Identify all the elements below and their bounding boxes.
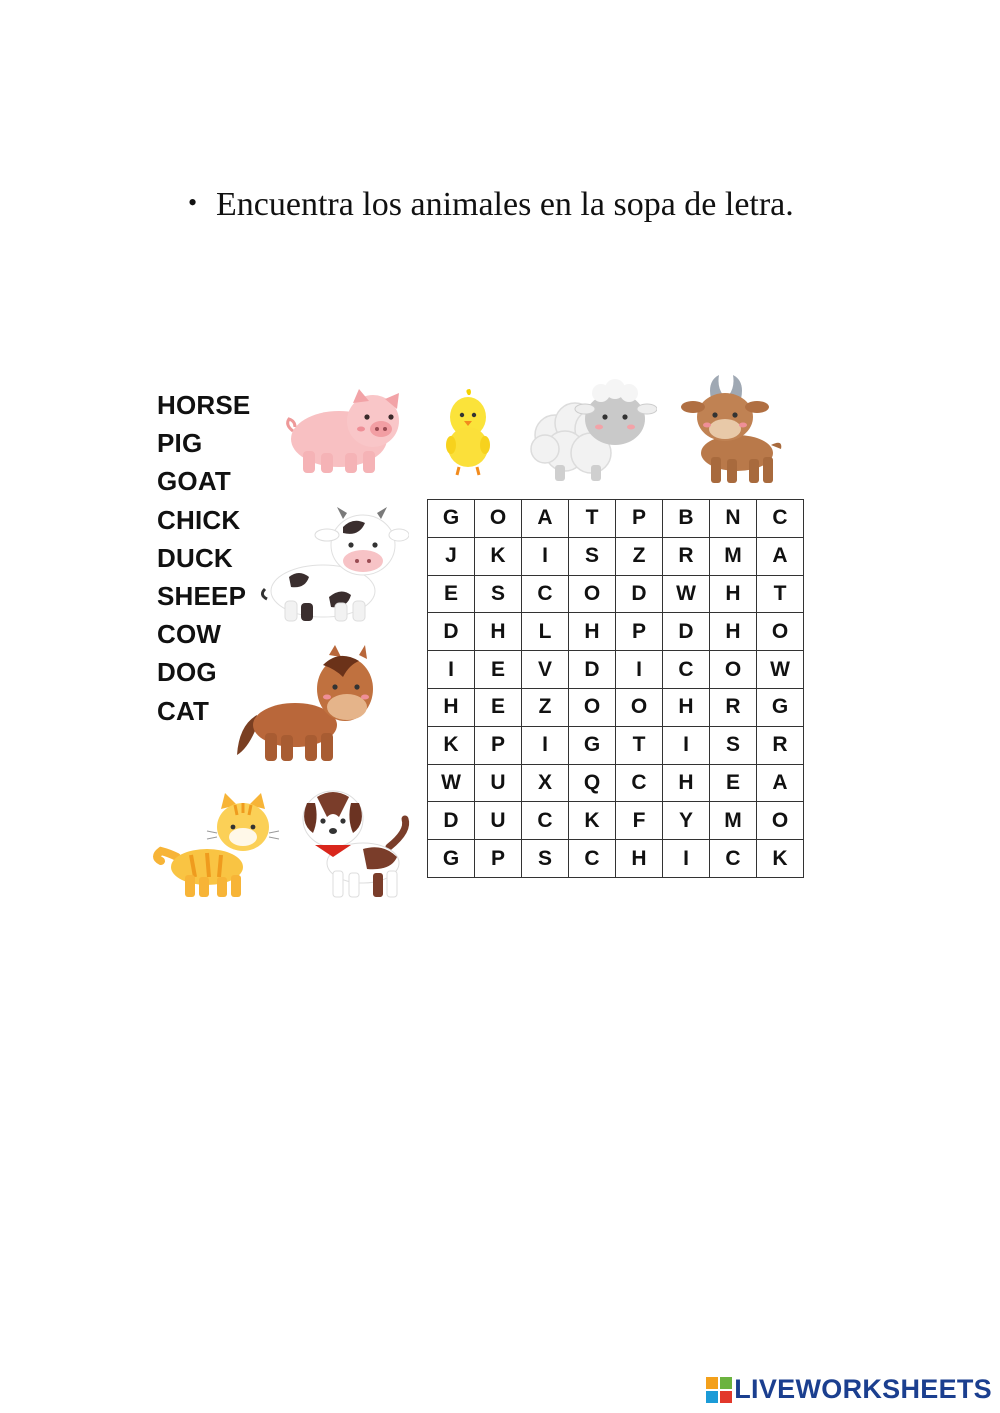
grid-cell[interactable]: G: [757, 689, 804, 727]
grid-cell[interactable]: S: [475, 576, 522, 614]
grid-cell[interactable]: C: [522, 802, 569, 840]
grid-cell[interactable]: R: [710, 689, 757, 727]
grid-cell[interactable]: Q: [569, 765, 616, 803]
grid-cell[interactable]: X: [522, 765, 569, 803]
grid-cell[interactable]: C: [522, 576, 569, 614]
word-list-item: HORSE: [157, 390, 251, 420]
grid-cell[interactable]: P: [616, 613, 663, 651]
grid-cell[interactable]: I: [428, 651, 475, 689]
grid-cell[interactable]: J: [428, 538, 475, 576]
grid-cell[interactable]: U: [475, 765, 522, 803]
liveworksheets-logo-text: LIVEWORKSHEETS: [734, 1374, 992, 1404]
grid-cell[interactable]: Z: [522, 689, 569, 727]
word-list-item: SHEEP: [157, 581, 247, 612]
word-list-item: CAT: [157, 695, 210, 726]
grid-cell[interactable]: C: [616, 765, 663, 803]
grid-cell[interactable]: N: [710, 500, 757, 538]
word-list-item: PIG: [157, 428, 203, 459]
cow-illustration: [259, 505, 409, 625]
grid-cell[interactable]: D: [616, 576, 663, 614]
grid-cell[interactable]: S: [522, 840, 569, 878]
grid-cell[interactable]: G: [428, 500, 475, 538]
word-list-item: COW: [157, 619, 222, 650]
cat-illustration: [151, 791, 285, 901]
grid-cell[interactable]: A: [757, 538, 804, 576]
chick-illustration: [441, 389, 495, 477]
grid-cell[interactable]: G: [428, 840, 475, 878]
instruction-text: Encuentra los animales en la sopa de letra.: [216, 186, 794, 223]
grid-cell[interactable]: D: [663, 613, 710, 651]
instruction-line: [188, 186, 794, 224]
grid-cell[interactable]: O: [569, 576, 616, 614]
grid-cell[interactable]: A: [757, 765, 804, 803]
grid-cell[interactable]: O: [757, 802, 804, 840]
word-list-item: DUCK: [157, 542, 233, 573]
grid-cell[interactable]: I: [663, 727, 710, 765]
grid-cell[interactable]: W: [428, 765, 475, 803]
grid-cell[interactable]: I: [522, 727, 569, 765]
grid-cell[interactable]: V: [522, 651, 569, 689]
grid-cell[interactable]: P: [475, 840, 522, 878]
grid-cell[interactable]: H: [710, 576, 757, 614]
grid-cell[interactable]: A: [522, 500, 569, 538]
goat-illustration: [677, 373, 789, 489]
grid-cell[interactable]: I: [616, 651, 663, 689]
word-list-item: CHICK: [157, 504, 241, 535]
bullet-icon: •: [188, 188, 198, 217]
grid-cell[interactable]: R: [663, 538, 710, 576]
word-list-item: GOAT: [157, 466, 231, 497]
grid-cell[interactable]: K: [475, 538, 522, 576]
grid-cell[interactable]: E: [428, 576, 475, 614]
grid-cell[interactable]: E: [475, 651, 522, 689]
grid-cell[interactable]: P: [475, 727, 522, 765]
grid-cell[interactable]: W: [663, 576, 710, 614]
grid-cell[interactable]: F: [616, 802, 663, 840]
grid-cell[interactable]: D: [428, 613, 475, 651]
grid-cell[interactable]: I: [663, 840, 710, 878]
word-list-item: DOG: [157, 657, 217, 688]
grid-cell[interactable]: O: [475, 500, 522, 538]
grid-cell[interactable]: W: [757, 651, 804, 689]
grid-cell[interactable]: U: [475, 802, 522, 840]
grid-cell[interactable]: K: [569, 802, 616, 840]
grid-cell[interactable]: H: [475, 613, 522, 651]
grid-cell[interactable]: D: [569, 651, 616, 689]
grid-cell[interactable]: P: [616, 500, 663, 538]
grid-cell[interactable]: H: [663, 765, 710, 803]
grid-cell[interactable]: M: [710, 802, 757, 840]
grid-cell[interactable]: H: [710, 613, 757, 651]
grid-cell[interactable]: C: [569, 840, 616, 878]
grid-cell[interactable]: T: [616, 727, 663, 765]
grid-cell[interactable]: M: [710, 538, 757, 576]
grid-cell[interactable]: H: [569, 613, 616, 651]
grid-cell[interactable]: E: [475, 689, 522, 727]
grid-cell[interactable]: K: [428, 727, 475, 765]
grid-cell[interactable]: I: [522, 538, 569, 576]
grid-cell[interactable]: E: [710, 765, 757, 803]
horse-illustration: [233, 645, 383, 769]
grid-cell[interactable]: L: [522, 613, 569, 651]
liveworksheets-logo-icon: [706, 1377, 732, 1403]
liveworksheets-logo: [706, 1374, 992, 1405]
grid-cell[interactable]: B: [663, 500, 710, 538]
grid-cell[interactable]: O: [569, 689, 616, 727]
grid-cell[interactable]: H: [616, 840, 663, 878]
grid-cell[interactable]: R: [757, 727, 804, 765]
grid-cell[interactable]: S: [710, 727, 757, 765]
grid-cell[interactable]: T: [757, 576, 804, 614]
grid-cell[interactable]: O: [757, 613, 804, 651]
grid-cell[interactable]: H: [428, 689, 475, 727]
grid-cell[interactable]: O: [616, 689, 663, 727]
dog-illustration: [293, 783, 419, 901]
grid-cell[interactable]: C: [663, 651, 710, 689]
grid-cell[interactable]: C: [710, 840, 757, 878]
grid-cell[interactable]: C: [757, 500, 804, 538]
grid-cell[interactable]: T: [569, 500, 616, 538]
word-search-worksheet: [133, 365, 845, 913]
grid-cell[interactable]: D: [428, 802, 475, 840]
pig-illustration: [281, 383, 409, 479]
grid-cell[interactable]: Z: [616, 538, 663, 576]
grid-cell[interactable]: S: [569, 538, 616, 576]
grid-cell[interactable]: Y: [663, 802, 710, 840]
letter-grid: [427, 499, 804, 878]
sheep-illustration: [525, 375, 657, 485]
grid-cell[interactable]: H: [663, 689, 710, 727]
grid-cell[interactable]: O: [710, 651, 757, 689]
grid-cell[interactable]: G: [569, 727, 616, 765]
grid-cell[interactable]: K: [757, 840, 804, 878]
